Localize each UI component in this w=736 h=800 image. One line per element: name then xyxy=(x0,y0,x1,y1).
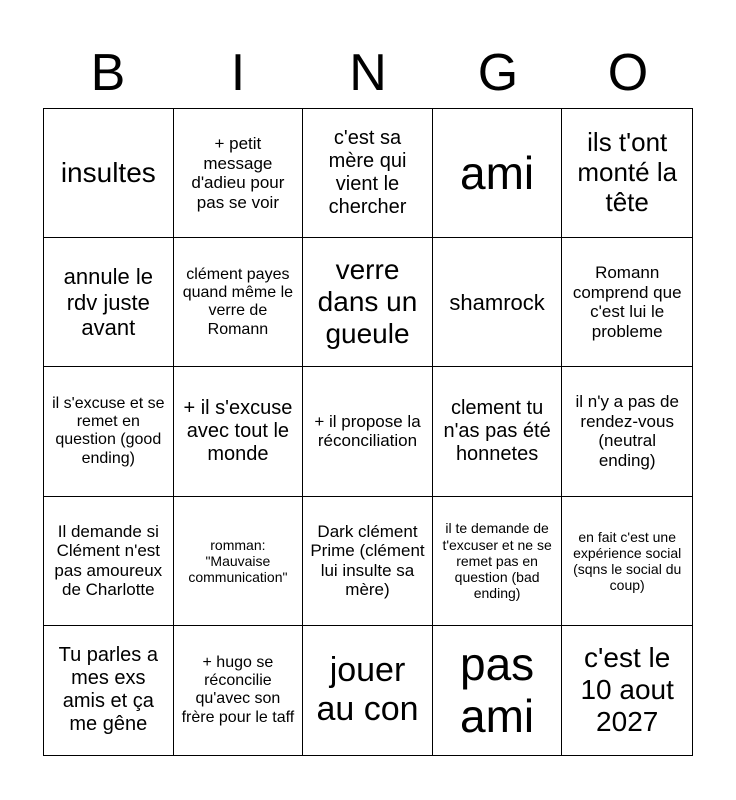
header-letter-g: G xyxy=(477,44,519,102)
header-letter-o: O xyxy=(607,44,649,102)
bingo-header xyxy=(43,38,693,108)
bingo-cell[interactable]: + il propose la réconciliation xyxy=(303,367,433,496)
bingo-cell[interactable]: jouer au con xyxy=(303,626,433,755)
bingo-cell[interactable]: en fait c'est une expérience social (sqns le social du coup) xyxy=(562,497,692,626)
bingo-cell[interactable]: + il s'excuse avec tout le monde xyxy=(174,367,304,496)
bingo-grid xyxy=(43,108,693,756)
bingo-cell[interactable]: clément payes quand même le verre de Romann xyxy=(174,238,304,367)
bingo-cell[interactable]: + petit message d'adieu pour pas se voir xyxy=(174,109,304,238)
bingo-cell[interactable]: Il demande si Clément n'est pas amoureux de Charlotte xyxy=(44,497,174,626)
bingo-cell[interactable]: verre dans un gueule xyxy=(303,238,433,367)
bingo-cell[interactable]: clement tu n'as pas été honnetes xyxy=(433,367,563,496)
bingo-cell[interactable]: shamrock xyxy=(433,238,563,367)
header-letter-i: I xyxy=(230,44,246,102)
bingo-cell[interactable]: ami xyxy=(433,109,563,238)
bingo-cell[interactable]: c'est sa mère qui vient le chercher xyxy=(303,109,433,238)
bingo-cell[interactable]: c'est le 10 aout 2027 xyxy=(580,642,674,738)
bingo-cell[interactable]: Dark clément Prime (clément lui insulte sa mère) xyxy=(303,497,433,626)
header-letter-n: N xyxy=(349,44,387,102)
bingo-cell[interactable]: il s'excuse et se remet en question (good ending) xyxy=(44,367,174,496)
bingo-cell[interactable]: insultes xyxy=(44,109,174,238)
bingo-cell[interactable]: pas ami xyxy=(433,626,563,755)
bingo-cell[interactable]: + hugo se réconcilie qu'avec son frère pour le taff xyxy=(174,626,304,755)
bingo-cell[interactable]: Romann comprend que c'est lui le probleme xyxy=(562,238,692,367)
bingo-cell[interactable]: Tu parles a mes exs amis et ça me gêne xyxy=(44,626,174,755)
bingo-cell[interactable]: romman: "Mauvaise communication" xyxy=(174,497,304,626)
bingo-cell[interactable]: il n'y a pas de rendez-vous (neutral ending) xyxy=(562,367,692,496)
bingo-cell[interactable]: ils t'ont monté la tête xyxy=(562,109,692,238)
bingo-cell[interactable]: il te demande de t'excuser et ne se remet pas en question (bad ending) xyxy=(433,497,563,626)
bingo-cell[interactable]: annule le rdv juste avant xyxy=(44,238,174,367)
header-letter-b: B xyxy=(90,44,126,102)
